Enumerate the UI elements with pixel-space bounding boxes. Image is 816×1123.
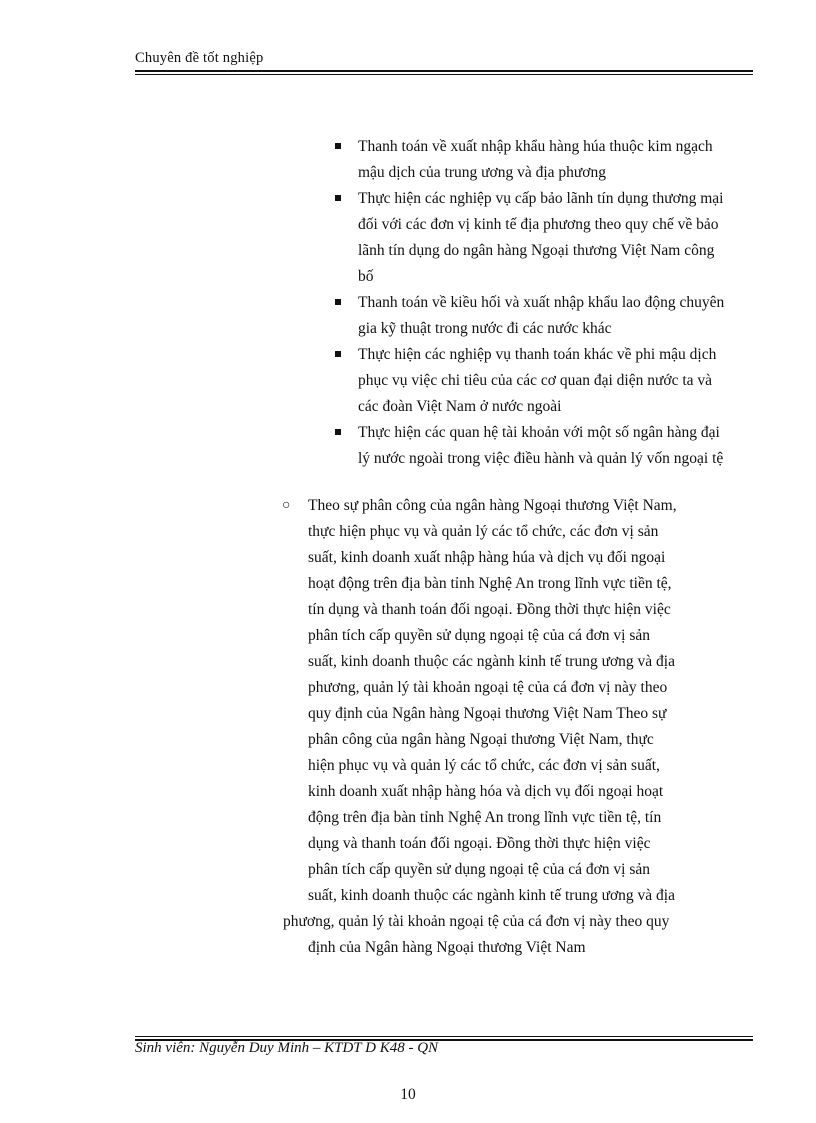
square-bullet-icon [335, 195, 341, 201]
paragraph-line: định của Ngân hàng Ngoại thương Việt Nam [308, 939, 586, 956]
paragraph-line: phương, quản lý tài khoản ngoại tệ của cá đơn vị này theo quy [283, 913, 670, 930]
bullet-item: Thực hiện các quan hệ tài khoản với một số ngân hàng đại lý nước ngoài trong việc điều hành và quản lý vốn ngoại tệ [331, 420, 728, 472]
square-bullet-icon [335, 351, 341, 357]
paragraph-line: kinh doanh xuất nhập hàng hóa và dịch vụ đối ngoại hoạt [308, 783, 664, 800]
paragraph-line: Theo sự phân công của ngân hàng Ngoại thương Việt Nam, [308, 497, 677, 514]
paragraph-line: động trên địa bàn tỉnh Nghệ An trong lĩnh vực tiền tệ, tín [308, 809, 662, 826]
paragraph-line: hoạt động trên địa bàn tỉnh Nghệ An trong lĩnh vực tiền tệ, [308, 575, 672, 592]
paragraph-line: thực hiện phục vụ và quản lý các tổ chức, các đơn vị sản [308, 523, 659, 540]
paragraph-line: suất, kinh doanh xuất nhập hàng húa và dịch vụ đối ngoại [308, 549, 666, 566]
paragraph-line: phân công của ngân hàng Ngoại thương Việt Nam, thực [308, 731, 654, 748]
square-bullet-icon [335, 143, 341, 149]
page-number: 10 [400, 1086, 416, 1103]
paragraph-line: quy định của Ngân hàng Ngoại thương Việt Nam Theo sự [308, 705, 667, 722]
paragraph-line: hiện phục vụ và quản lý các tổ chức, các đơn vị sản suất, [308, 757, 660, 774]
paragraph-line: suất, kinh doanh thuộc các ngành kinh tế trung ương và địa [308, 887, 675, 904]
body-paragraph [282, 493, 748, 961]
paragraph-line: suất, kinh doanh thuộc các ngành kinh tế trung ương và địa [308, 653, 675, 670]
paragraph-line: phương, quản lý tài khoản ngoại tệ của cá đơn vị này theo [308, 679, 668, 696]
paragraph-line: dụng và thanh toán đối ngoại. Đồng thời thực hiện việc [308, 835, 651, 852]
bullet-item: Thanh toán về kiều hối và xuất nhập khẩu lao động chuyên gia kỹ thuật trong nước đi các nước khác [331, 290, 728, 342]
bullet-list [331, 134, 751, 472]
paragraph-line: phân tích cấp quyền sử dụng ngoại tệ của cá đơn vị sản [308, 627, 650, 644]
header-title: Chuyên đề tốt nghiệp [135, 50, 264, 66]
circle-bullet-icon: ○ [282, 498, 291, 513]
bullet-item: Thực hiện các nghiệp vụ cấp bảo lãnh tín dụng thương mại đối với các đơn vị kinh tế địa phương theo quy chế về bảo lãnh tín dụng do ngân hàng Ngoại thương Việt Nam công bố [331, 186, 728, 290]
paragraph-line: phân tích cấp quyền sử dụng ngoại tệ của cá đơn vị sản [308, 861, 650, 878]
bullet-item: Thực hiện các nghiệp vụ thanh toán khác về phi mậu dịch phục vụ việc chi tiêu của các cơ quan đại diện nước ta và các đoàn Việt Nam ở nước ngoài [331, 342, 728, 420]
paragraph-line: tín dụng và thanh toán đối ngoại. Đồng thời thực hiện việc [308, 601, 671, 618]
header-rule [135, 70, 753, 75]
square-bullet-icon [335, 429, 341, 435]
bullet-item: Thanh toán về xuất nhập khẩu hàng húa thuộc kim ngạch mậu dịch của trung ương và địa phương [331, 134, 728, 186]
square-bullet-icon [335, 299, 341, 305]
footer-student-info: Sinh viên: Nguyễn Duy Minh – KTDT D K48 - QN [135, 1040, 439, 1056]
